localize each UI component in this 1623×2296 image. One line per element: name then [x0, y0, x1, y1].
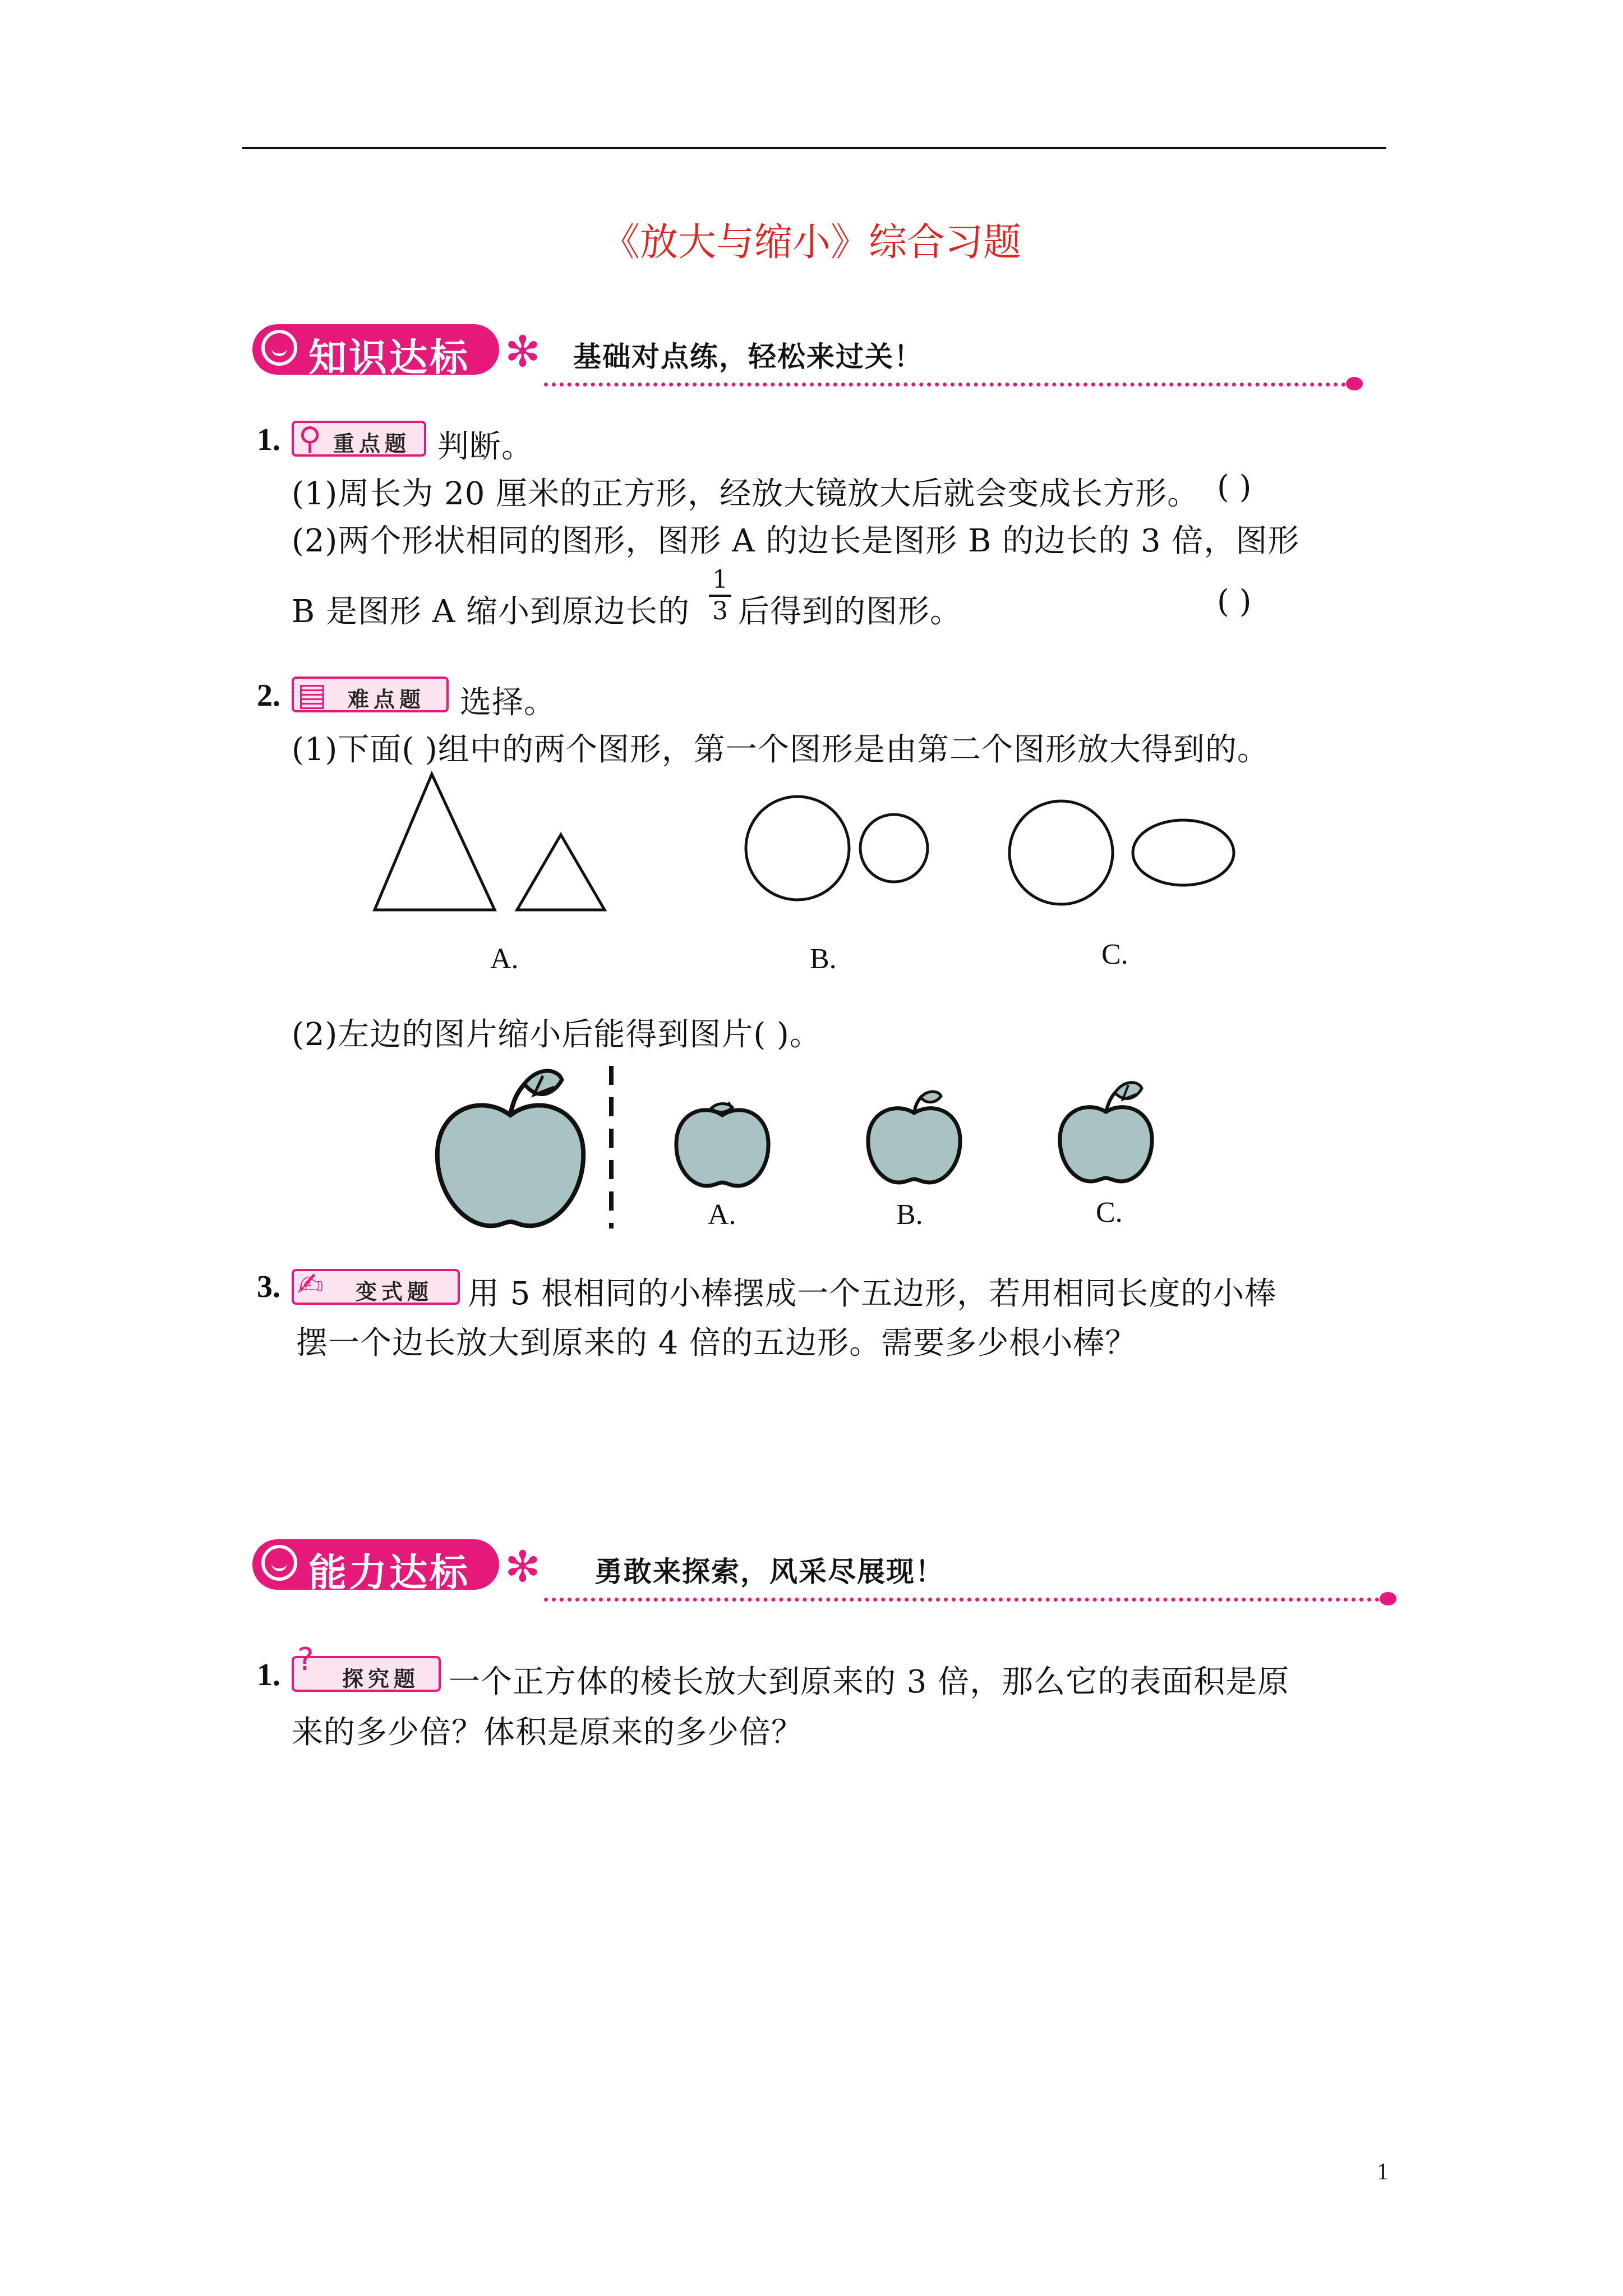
option-label-c: C. — [1096, 1197, 1123, 1228]
q1-item2-line1: (2)两个形状相同的图形，图形 A 的边长是图形 B 的边长的 3 倍，图形 — [292, 523, 1300, 559]
q2-item2: (2)左边的图片缩小后能得到图片( )。 — [292, 1016, 822, 1053]
apple-option-a — [676, 1103, 768, 1186]
option-label-c: C. — [1101, 938, 1128, 970]
flower-icon: ✻ — [505, 1542, 541, 1591]
q3-line1: 用 5 根相同的小棒摆成一个五边形，若用相同长度的小棒 — [468, 1276, 1277, 1312]
page-title: 《放大与缩小》综合习题 — [601, 220, 1021, 265]
apple-option-c — [1060, 1083, 1152, 1181]
badge-key-point — [292, 421, 426, 457]
drop-icon — [1346, 377, 1363, 390]
q1-item2-line2a: B 是图形 A 缩小到原边长的 — [292, 593, 690, 630]
magnifier-icon: ⚲ — [298, 421, 322, 457]
answer-blank: ( ) — [1217, 469, 1252, 505]
fraction-denominator: 3 — [712, 597, 728, 625]
section-label: 能力达标 — [308, 1551, 471, 1595]
apple-options-figure — [415, 1055, 1200, 1245]
badge-label: 重点题 — [333, 431, 411, 456]
fraction-one-third — [709, 567, 731, 625]
small-triangle — [517, 835, 605, 910]
original-apple — [437, 1071, 584, 1226]
header-rule — [242, 147, 1386, 149]
q4-line1: 一个正方体的棱长放大到原来的 3 倍，那么它的表面积是原 — [449, 1664, 1290, 1700]
q2-item1: (1)下面( )组中的两个图形，第一个图形是由第二个图形放大得到的。 — [292, 731, 1269, 768]
badge-difficult — [292, 677, 449, 712]
q1-item2-line2b: 后得到的图形。 — [738, 593, 962, 630]
small-circle — [860, 815, 928, 882]
section-slogan: 基础对点练，轻松来过关！ — [573, 340, 923, 373]
dotted-divider — [544, 383, 1346, 386]
question-number: 3. — [257, 1269, 280, 1304]
page-number: 1 — [1377, 2159, 1389, 2185]
dotted-divider — [544, 1598, 1380, 1602]
question-prompt: 选择。 — [460, 684, 556, 721]
q4-line2: 来的多少倍？体积是原来的多少倍？ — [292, 1714, 803, 1751]
drop-icon — [1380, 1592, 1396, 1605]
question-number: 1. — [257, 422, 280, 457]
q3-line2: 摆一个边长放大到原来的 4 倍的五边形。需要多少根小棒？ — [296, 1325, 1137, 1361]
large-triangle — [375, 774, 495, 910]
question-number: 1. — [257, 1658, 280, 1692]
ellipse — [1133, 820, 1234, 885]
badge-label: 探究题 — [342, 1667, 420, 1691]
flower-icon: ✻ — [505, 326, 541, 376]
section-header-ability — [252, 1529, 1172, 1613]
circle — [1009, 801, 1113, 904]
badge-label: 难点题 — [348, 687, 426, 712]
q1-item1: (1)周长为 20 厘米的正方形，经放大镜放大后就会变成长方形。 — [292, 476, 1200, 512]
answer-blank: ( ) — [1217, 583, 1252, 620]
badge-explore — [292, 1641, 441, 1692]
smiley-icon — [261, 330, 297, 366]
section-label: 知识达标 — [308, 336, 471, 380]
smiley-icon — [261, 1545, 297, 1581]
option-label-b: B. — [810, 943, 837, 975]
apple-option-b — [868, 1092, 960, 1182]
badge-label: 变式题 — [356, 1280, 434, 1304]
option-label-a: A. — [708, 1199, 736, 1231]
option-label-a: A. — [490, 943, 519, 975]
section-header-knowledge — [252, 314, 1172, 398]
badge-variant — [292, 1269, 460, 1305]
mascot-icon: ✍ — [297, 1267, 324, 1303]
section-slogan: 勇敢来探索，风采尽展现！ — [594, 1555, 944, 1588]
question-prompt: 判断。 — [437, 429, 533, 465]
book-icon: ▤ — [297, 677, 327, 713]
large-circle — [746, 797, 849, 900]
fraction-numerator: 1 — [712, 565, 728, 594]
question-number: 2. — [257, 678, 280, 713]
option-label-b: B. — [896, 1199, 923, 1231]
question-mark-icon: ? — [297, 1641, 314, 1678]
